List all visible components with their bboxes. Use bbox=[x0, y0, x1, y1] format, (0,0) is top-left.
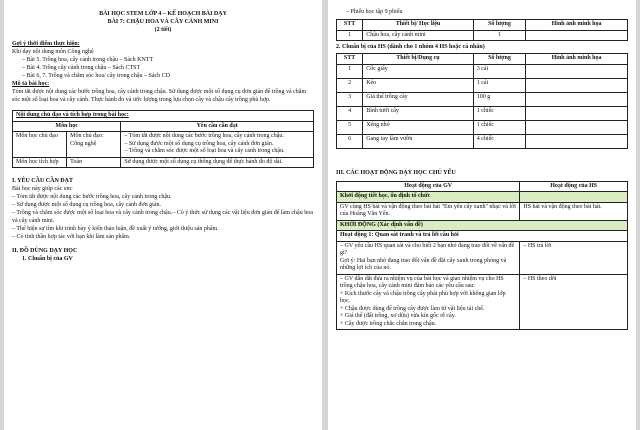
suggest-item: – Bài 6, 7. Trồng và chăm sóc hoa/ cây trong chậu – Sách CD bbox=[22, 73, 170, 79]
objectives-intro: Bài học này giúp các em: bbox=[12, 186, 73, 192]
requirement-line: Sử dụng được một số dụng cụ thông dụng để thực hành đo độ dài. bbox=[124, 158, 283, 165]
warmup-student: HS hát và vận động theo bài hát. bbox=[520, 202, 628, 220]
warmup-title: Khởi động tiết học, ổn định tổ chức bbox=[337, 192, 520, 203]
cell-stt: 1 bbox=[337, 64, 363, 78]
objective-item: – Thể hiện sự tìm khi trình bày ý kiến thảo luận, đề xuất ý tưởng, giới thiệu sản phẩm. bbox=[12, 226, 219, 232]
teacher-prep-heading: 1. Chuẩn bị của GV bbox=[22, 256, 73, 262]
teacher-step: + Chậu được dùng để trồng cây được làm từ vật liệu tái chế. bbox=[340, 305, 485, 312]
header-image: Hình ảnh minh họa bbox=[526, 54, 628, 65]
cell-item: Giá thể trồng cây bbox=[363, 92, 474, 106]
cell-quantity: 1 bbox=[473, 30, 525, 41]
table-row bbox=[337, 106, 628, 120]
cell-quantity: 1 chiếc bbox=[473, 106, 525, 120]
table-row bbox=[337, 78, 628, 92]
header-subject: Môn học bbox=[13, 121, 121, 132]
cell-image bbox=[526, 106, 628, 120]
objective-item: – Có tinh thần hợp tác với bạn khi làm sản phẩm. bbox=[12, 234, 131, 240]
requirement-line: – Trồng và chăm sóc được một số loại hoa và cây cảnh trong chậu. bbox=[124, 148, 285, 154]
header-requirement: Yêu cầu cần đạt bbox=[121, 121, 314, 132]
table-row bbox=[337, 134, 628, 148]
table-row bbox=[337, 120, 628, 134]
cell-stt: 5 bbox=[337, 120, 363, 134]
warmup-title-empty bbox=[520, 192, 628, 203]
requirement-line: – Tóm tắt được nội dung các bước trồng hoa, cây cảnh trong chậu. bbox=[124, 133, 284, 139]
cell-item: Bình tưới cây bbox=[363, 106, 474, 120]
row-requirements bbox=[121, 157, 314, 168]
cell-image bbox=[526, 92, 628, 106]
cell-item: Gang tay làm vườn bbox=[363, 134, 474, 148]
cell-stt: 4 bbox=[337, 106, 363, 120]
cell-image bbox=[526, 120, 628, 134]
document-page-right bbox=[328, 0, 636, 430]
objective-item: – Sử dụng được một số dụng cụ trồng hoa, cây cảnh đơn giản. bbox=[12, 202, 161, 208]
suggest-intro: Khi dạy nội dung môn Công nghệ bbox=[12, 49, 94, 55]
integration-table bbox=[12, 110, 314, 168]
summary-heading: Mô tả bài học: bbox=[12, 81, 50, 87]
activity2-teacher bbox=[337, 274, 520, 330]
cell-item: Chậu hoa, cây cảnh mini bbox=[363, 30, 474, 41]
table-row bbox=[337, 241, 628, 274]
row-subject: Môn chủ đạo: Công nghệ bbox=[67, 132, 121, 158]
table-row bbox=[337, 92, 628, 106]
table-row bbox=[337, 274, 628, 330]
header-stt: STT bbox=[337, 54, 363, 65]
teacher-step: + Giá thể (đất trồng, xơ dừa) vừa kín gốc rễ cây. bbox=[340, 313, 456, 319]
cell-stt: 3 bbox=[337, 92, 363, 106]
cell-stt: 6 bbox=[337, 134, 363, 148]
teacher-step: – GV dẫn dắt đưa ra nhiệm vụ của bài học và giao nhiệm vụ cho HS trồng chậu hoa, cây cảnh mini đảm bảo các yêu cầu sau: bbox=[340, 275, 504, 289]
header-item: Thiết bị/Dụng cụ bbox=[363, 54, 474, 65]
activities-table bbox=[336, 181, 628, 331]
header-item: Thiết bị/ Học liệu bbox=[363, 20, 474, 31]
header-quantity: Số lượng bbox=[473, 20, 525, 31]
row-role: Môn học chủ đạo bbox=[13, 132, 67, 158]
table-row bbox=[13, 157, 314, 168]
student-materials-table bbox=[336, 53, 628, 149]
lesson-title: BÀI HỌC STEM LỚP 4 – KẾ HOẠCH BÀI DẠY bbox=[99, 11, 227, 17]
table-row bbox=[337, 64, 628, 78]
table-row bbox=[13, 132, 314, 158]
cell-image bbox=[526, 78, 628, 92]
lesson-duration: (2 tiết) bbox=[154, 27, 172, 33]
cell-stt: 1 bbox=[337, 30, 363, 41]
worksheet-line: – Phiếu học tập 9 phiếu bbox=[346, 9, 403, 15]
header-teacher-activity: Hoạt động của GV bbox=[337, 181, 520, 192]
suggest-item: – Bài 4. Trồng cây cảnh trong chậu – Sách CTST bbox=[22, 65, 141, 71]
row-role: Môn học tích hợp bbox=[13, 157, 67, 168]
header-stt: STT bbox=[337, 20, 363, 31]
integration-caption: Nội dung chủ đạo và tích hợp trong bài học: bbox=[13, 111, 314, 122]
teacher-step: + Cây được trồng chắc chắn trong chậu. bbox=[340, 320, 437, 327]
teacher-step: + Kích thước cây và chậu trồng cây phải phù hợp với không gian lớp học. bbox=[340, 290, 506, 304]
cell-quantity: 3 cái bbox=[473, 64, 525, 78]
activity1-student: – HS trả lời bbox=[520, 241, 628, 274]
suggest-item: – Bài 5. Trồng hoa, cây cảnh trong chậu – Sách KNTT bbox=[22, 57, 154, 63]
cell-item: Kéo bbox=[363, 78, 474, 92]
row-requirements bbox=[121, 132, 314, 158]
cell-quantity: 100 g bbox=[473, 92, 525, 106]
lesson-subtitle: BÀI 7: CHẬU HOA VÀ CÂY CẢNH MINI bbox=[107, 19, 219, 25]
header-quantity: Số lượng bbox=[473, 54, 525, 65]
student-prep-heading: 2. Chuẩn bị của HS (dành cho 1 nhóm 4 HS hoặc cá nhân) bbox=[336, 44, 485, 50]
activity1-teacher bbox=[337, 241, 520, 274]
teacher-step: Gợi ý: Hai bạn nhỏ đang trao đổi vấn đề đặt cây xanh trong phòng và những lợi ích của nó. bbox=[340, 257, 507, 271]
cell-image bbox=[526, 30, 628, 41]
summary-text: Tóm tắt được nội dung các bước trồng hoa, cây cảnh trong chậu. Sử dụng được một số dụng cụ đơn giản để trồng và chăm sóc một số loại hoa và cây cảnh. Thực hành đo và ước lượng trong lựa chọn cây và chậu cây trồng phù hợp. bbox=[12, 89, 307, 103]
cell-image bbox=[526, 134, 628, 148]
suggest-heading: Gợi ý thời điểm thực hiện: bbox=[12, 41, 80, 47]
teacher-materials-table bbox=[336, 19, 628, 41]
warmup-teacher: GV cùng HS hát và vận động theo bài hát "Em yêu cây xanh" nhạc và lời của Hoàng Văn Yến. bbox=[337, 202, 520, 220]
section-materials-heading: II. ĐỒ DÙNG DẠY HỌC bbox=[12, 248, 78, 254]
table-row bbox=[337, 30, 628, 41]
section-activities-heading: III. CÁC HOẠT ĐỘNG DẠY HỌC CHỦ YẾU bbox=[336, 169, 456, 176]
cell-stt: 2 bbox=[337, 78, 363, 92]
cell-image bbox=[526, 64, 628, 78]
activity2-student: – HS theo dõi bbox=[520, 274, 628, 330]
activity1-title: Hoạt động 1: Quan sát tranh và trả lời câu hỏi bbox=[337, 231, 628, 242]
cell-quantity: 4 chiếc bbox=[473, 134, 525, 148]
startup-title: KHỞI ĐỘNG (Xác định vấn đề) bbox=[337, 220, 628, 231]
row-subject: Toán bbox=[67, 157, 121, 168]
objective-item: – Tóm tắt được nội dung các bước trồng hoa, cây cảnh trong chậu. bbox=[12, 194, 172, 200]
requirement-line: – Sử dụng được một số dụng cụ trồng hoa, cây cảnh đơn giản. bbox=[124, 140, 274, 147]
header-student-activity: Hoạt động của HS bbox=[520, 181, 628, 192]
cell-quantity: 1 cái bbox=[473, 78, 525, 92]
table-row bbox=[337, 202, 628, 220]
cell-quantity: 1 chiếc bbox=[473, 120, 525, 134]
objective-item: – Trồng và chăm sóc được một số loại hoa và cây cảnh trong chậu.– Có ý thức sử dụng các vật liệu đơn giản để làm chậu hoa và cây cảnh mini. bbox=[12, 210, 313, 224]
teacher-step: – GV yêu cầu HS quan sát và cho biết 2 bạn nhỏ đang trao đổi về vấn đề gì? bbox=[340, 242, 515, 256]
header-image: Hình ảnh minh họa bbox=[526, 20, 628, 31]
document-page-left bbox=[4, 0, 322, 430]
cell-item: Xẻng nhỏ bbox=[363, 120, 474, 134]
cell-item: Cốc giấy bbox=[363, 64, 474, 78]
section-objectives-heading: I. YÊU CẦU CẦN ĐẠT bbox=[12, 178, 73, 184]
